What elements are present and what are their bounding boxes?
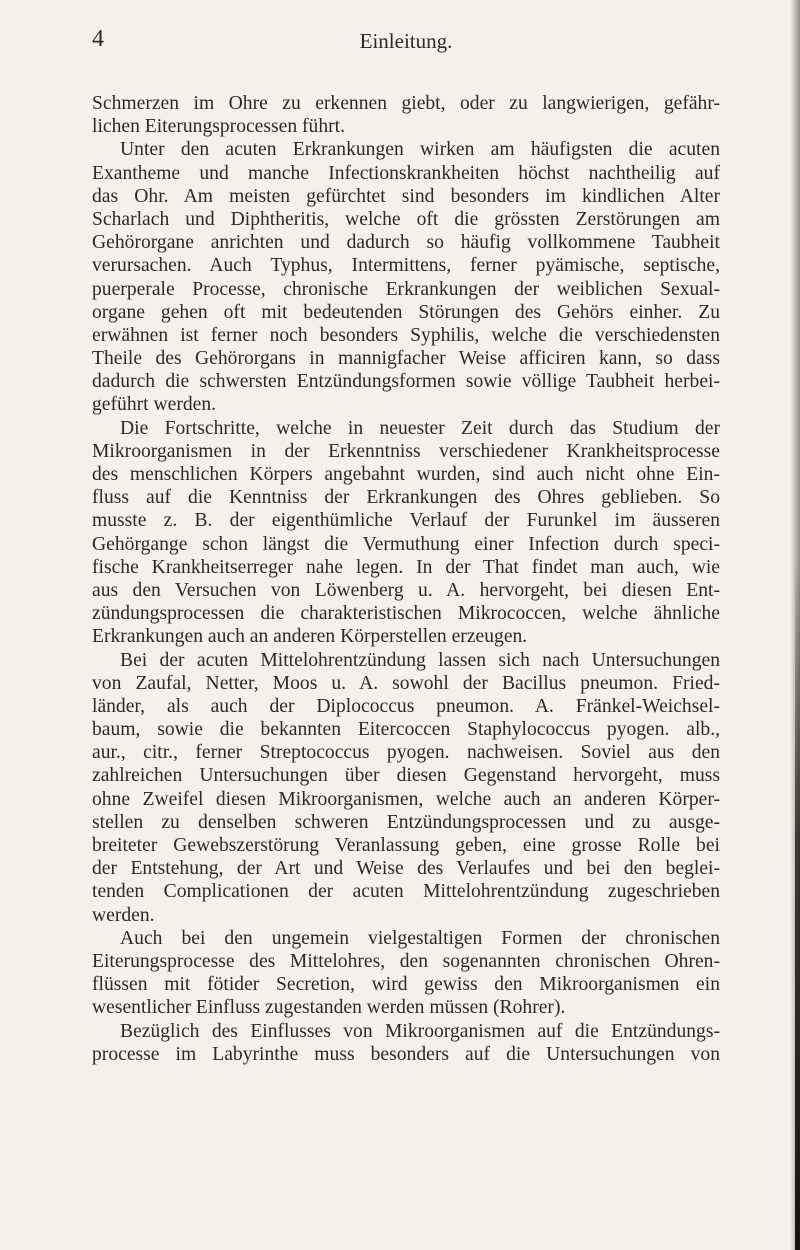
body-text bbox=[92, 92, 720, 1066]
text-line: Mikroorganismen in der Erkenntniss verschiedener Krankheitsprocesse bbox=[92, 440, 720, 462]
text-line: Theile des Gehörorgans in mannigfacher Weise afficiren kann, so dass bbox=[92, 348, 720, 370]
text-line: Scharlach und Diphtheritis, welche oft die grössten Zerstörungen am bbox=[92, 208, 720, 230]
text-line: Bezüglich des Einflusses von Mikroorganismen auf die Entzündungs- bbox=[120, 1020, 720, 1042]
text-line: Erkrankungen auch an anderen Körperstellen erzeugen. bbox=[92, 626, 528, 648]
text-line: das Ohr. Am meisten gefürchtet sind besonders im kindlichen Alter bbox=[92, 185, 720, 207]
text-line: processe im Labyrinthe muss besonders auf die Untersuchungen von bbox=[92, 1043, 720, 1065]
text-line: länder, als auch der Diplococcus pneumon. A. Fränkel-Weichsel- bbox=[92, 695, 720, 717]
text-line: dadurch die schwersten Entzündungsformen sowie völlige Taubheit herbei- bbox=[92, 371, 720, 393]
text-line: baum, sowie die bekannten Eitercoccen Staphylococcus pyogen. alb., bbox=[92, 719, 720, 741]
text-line: ohne Zweifel diesen Mikroorganismen, welche auch an anderen Körper- bbox=[92, 788, 720, 810]
page-header bbox=[92, 26, 720, 58]
text-line: werden. bbox=[92, 904, 155, 926]
text-line: breiteter Gewebszerstörung Veranlassung geben, eine grosse Rolle bei bbox=[92, 835, 720, 856]
text-line: des menschlichen Körpers angebahnt wurden, sind auch nicht ohne Ein- bbox=[92, 464, 720, 485]
text-line: zahlreichen Untersuchungen über diesen Gegenstand hervorgeht, muss bbox=[92, 765, 720, 787]
page-number: 4 bbox=[92, 26, 104, 52]
text-line: Die Fortschritte, welche in neuester Zeit durch das Studium der bbox=[120, 417, 720, 439]
text-line: stellen zu denselben schweren Entzündungsprocessen und zu ausge- bbox=[92, 811, 720, 833]
text-line: Gehörgange schon längst die Vermuthung einer Infection durch speci- bbox=[92, 533, 720, 555]
text-line: erwähnen ist ferner noch besonders Syphilis, welche die verschiedensten bbox=[92, 324, 720, 346]
text-line: flüssen mit fötider Secretion, wird gewiss den Mikroorganismen ein bbox=[92, 974, 720, 996]
text-line: aur., citr., ferner Streptococcus pyogen. nachweisen. Soviel aus den bbox=[92, 742, 720, 764]
page-edge-dark bbox=[795, 560, 800, 1250]
text-line: zündungsprocessen die charakteristischen Mikrococcen, welche ähnliche bbox=[92, 603, 720, 625]
text-line: tenden Complicationen der acuten Mittelohrentzündung zugeschrieben bbox=[92, 881, 720, 903]
text-line: Unter den acuten Erkrankungen wirken am häufigsten die acuten bbox=[120, 139, 720, 161]
running-title: Einleitung. bbox=[359, 29, 453, 53]
text-line: geführt werden. bbox=[92, 394, 217, 416]
text-line: der Entstehung, der Art und Weise des Verlaufes und bei den beglei- bbox=[92, 858, 720, 880]
text-line: wesentlicher Einfluss zugestanden werden müssen (Rohrer). bbox=[92, 997, 566, 1019]
text-line: fluss auf die Kenntniss der Erkrankungen des Ohres geblieben. So bbox=[92, 487, 720, 509]
text-line: von Zaufal, Netter, Moos u. A. sowohl der Bacillus pneumon. Fried- bbox=[92, 672, 720, 694]
text-line: Eiterungsprocesse des Mittelohres, den sogenannten chronischen Ohren- bbox=[92, 950, 720, 972]
text-line: Schmerzen im Ohre zu erkennen giebt, oder zu langwierigen, gefähr- bbox=[92, 93, 720, 114]
text-line: Gehörorgane anrichten und dadurch so häufig vollkommene Taubheit bbox=[92, 232, 720, 254]
text-line: puerperale Processe, chronische Erkrankungen der weiblichen Sexual- bbox=[92, 278, 720, 300]
text-line: organe gehen oft mit bedeutenden Störungen des Gehörs einher. Zu bbox=[92, 301, 720, 323]
text-line: Auch bei den ungemein vielgestaltigen Formen der chronischen bbox=[120, 927, 720, 949]
text-line: lichen Eiterungsprocessen führt. bbox=[92, 116, 346, 138]
text-line: musste z. B. der eigenthümliche Verlauf der Furunkel im äusseren bbox=[92, 510, 720, 532]
text-line: verursachen. Auch Typhus, Intermittens, ferner pyämische, septische, bbox=[92, 255, 720, 277]
text-line: Bei der acuten Mittelohrentzündung lassen sich nach Untersuchungen bbox=[120, 649, 720, 671]
text-line: aus den Versuchen von Löwenberg u. A. hervorgeht, bei diesen Ent- bbox=[92, 579, 720, 601]
text-line: fische Krankheitserreger nahe legen. In der That findet man auch, wie bbox=[92, 556, 720, 578]
text-line: Exantheme und manche Infectionskrankheiten höchst nachtheilig auf bbox=[92, 162, 720, 184]
